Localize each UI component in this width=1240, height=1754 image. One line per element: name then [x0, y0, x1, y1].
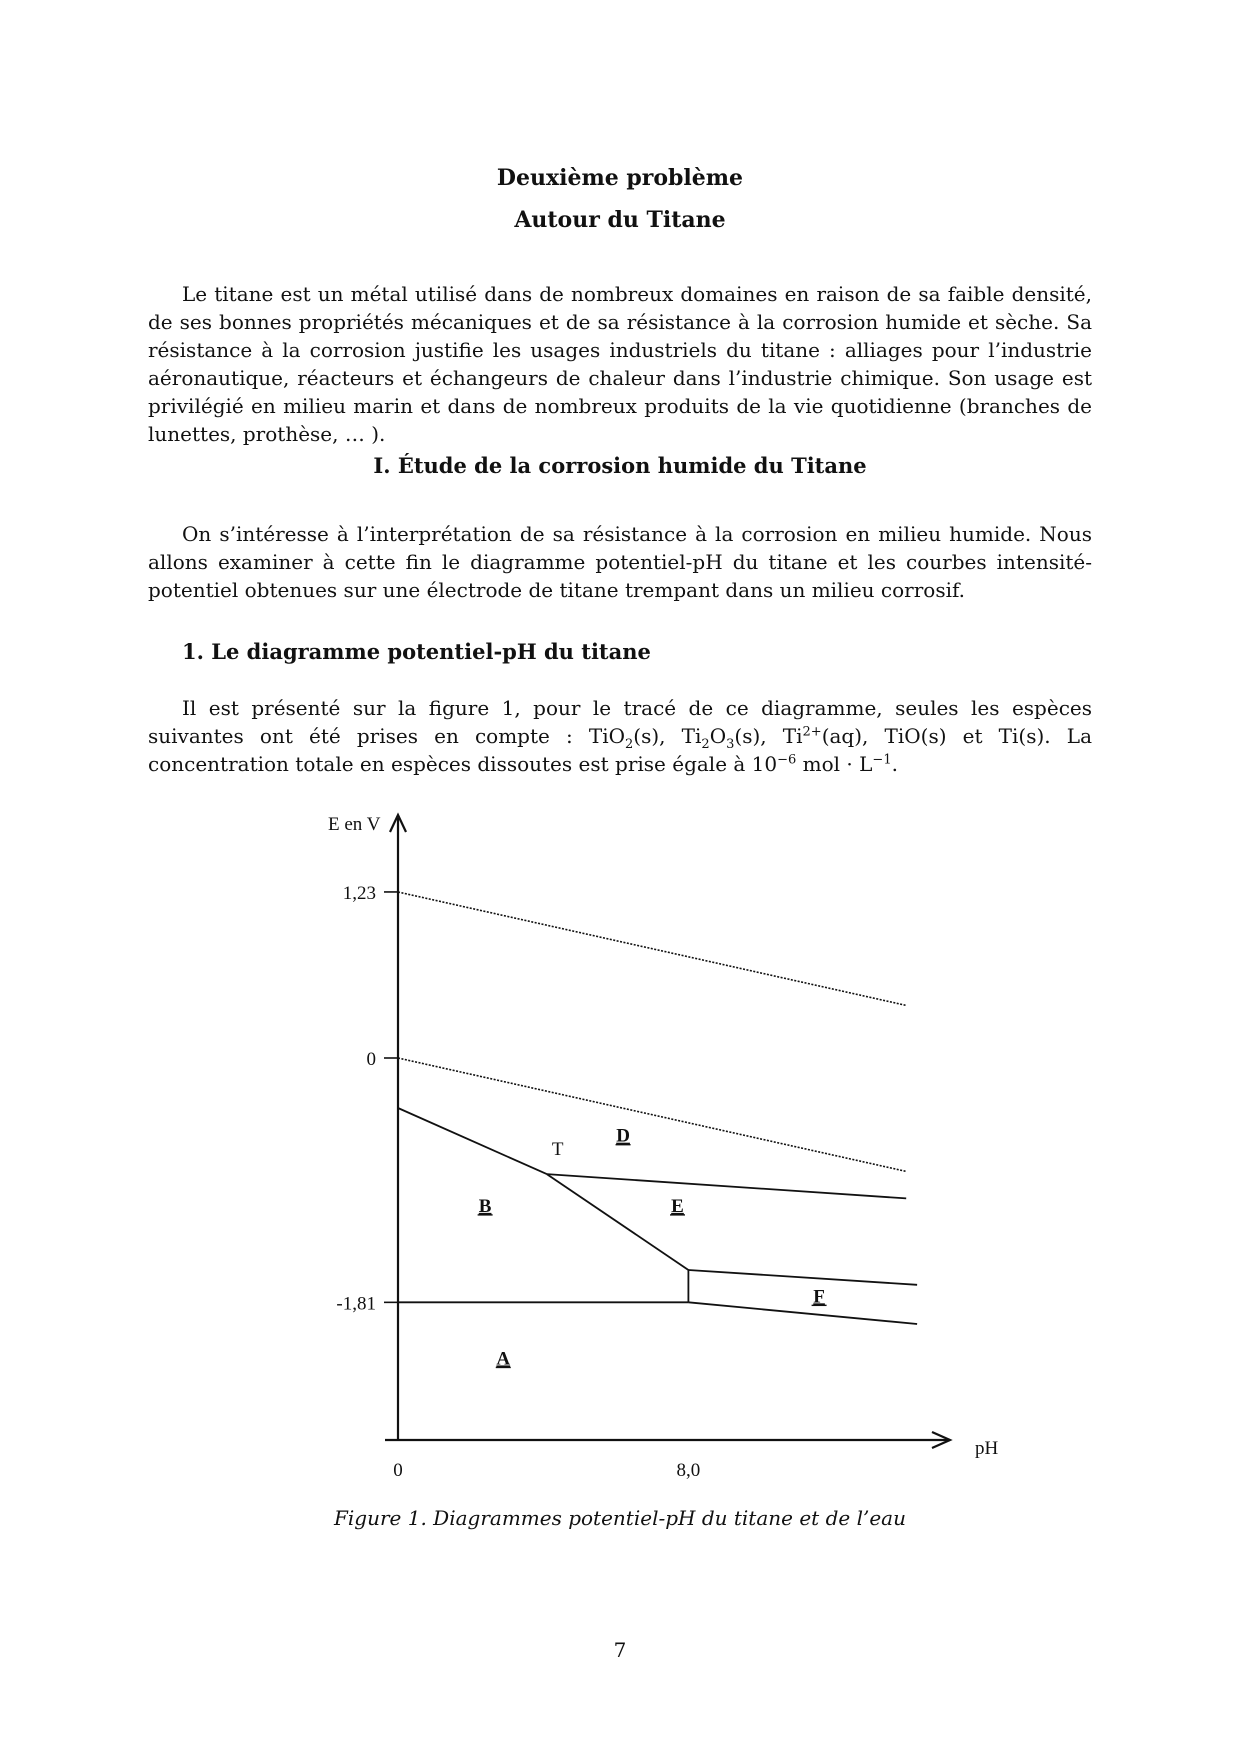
series-line [398, 1058, 906, 1171]
y-tick-label: 1,23 [342, 882, 376, 904]
intro-paragraph: Le titane est un métal utilisé dans de nombreux domaines en raison de sa faible densité, de ses bonnes propriétés mécaniques et de sa résistance à la corrosion humide et sèche. Sa résistance à la corrosion justifie les usages industriels du titane : alliages pour l’industrie aéronautique, réacteurs et échangeurs de chaleur dans l’industrie chimique. Son usage est privilégié en milieu marin et dans de nombreux produits de la vie quotidienne (branches de lunettes, prothèse, … ). [148, 282, 1092, 446]
y-axis-label: E en V [328, 814, 381, 835]
series-line [547, 1174, 689, 1270]
section-title: I. Étude de la corrosion humide du Titane [373, 453, 867, 478]
series-line [398, 892, 906, 1005]
x-axis-label: pH [975, 1438, 999, 1459]
series-line [398, 1108, 547, 1174]
x-tick-label: 8,0 [676, 1460, 701, 1481]
problem-title: Deuxième problème [496, 165, 744, 191]
species-tio2: TiO$_2$(s), [588, 724, 682, 752]
concentration-value: $10^{-6}$ mol · $L^{-1}$. [751, 752, 898, 776]
region-label: F [813, 1286, 825, 1308]
y-tick-label: 0 [366, 1049, 376, 1070]
page-number: 7 [613, 1638, 627, 1662]
series-line [547, 1174, 906, 1198]
section-paragraph: On s’intéresse à l’interprétation de sa résistance à la corrosion en milieu humide. Nous allons examiner à cette fin le diagramme potentiel-pH du titane et les courbes intensité-potentiel obtenues sur une électrode de titane trempant dans un milieu corrosif. [148, 522, 1092, 602]
series-line [688, 1302, 917, 1324]
region-label: T [551, 1139, 564, 1161]
problem-subtitle: Autour du Titane [514, 207, 726, 233]
species-ti2plus: $Ti^{2+}(aq)$, [782, 724, 885, 748]
series-line [688, 1270, 917, 1285]
region-label: E [671, 1195, 684, 1217]
y-tick-label: -1,81 [336, 1293, 376, 1315]
species-intro-text: Il est présenté sur la figure 1, pour le tracé de ce diagramme, seules les espèces suivantes ont été prises en compte : [148, 696, 1092, 748]
region-label: A [496, 1348, 511, 1370]
x-tick-label: 0 [393, 1460, 403, 1481]
region-label: D [616, 1125, 630, 1147]
species-ti2o3: $Ti_2O_3(s)$, [681, 724, 783, 752]
figure-caption: Figure 1. Diagrammes potentiel-pH du titane et de l’eau [334, 1506, 906, 1530]
subsection-title: 1. Le diagramme potentiel-pH du titane [182, 639, 651, 664]
concentration-text: La concentration totale en espèces dissoutes est prise égale à [148, 724, 1092, 776]
region-label: B [478, 1195, 492, 1217]
species-tio-ti: TiO(s) et Ti(s). [884, 724, 1067, 748]
